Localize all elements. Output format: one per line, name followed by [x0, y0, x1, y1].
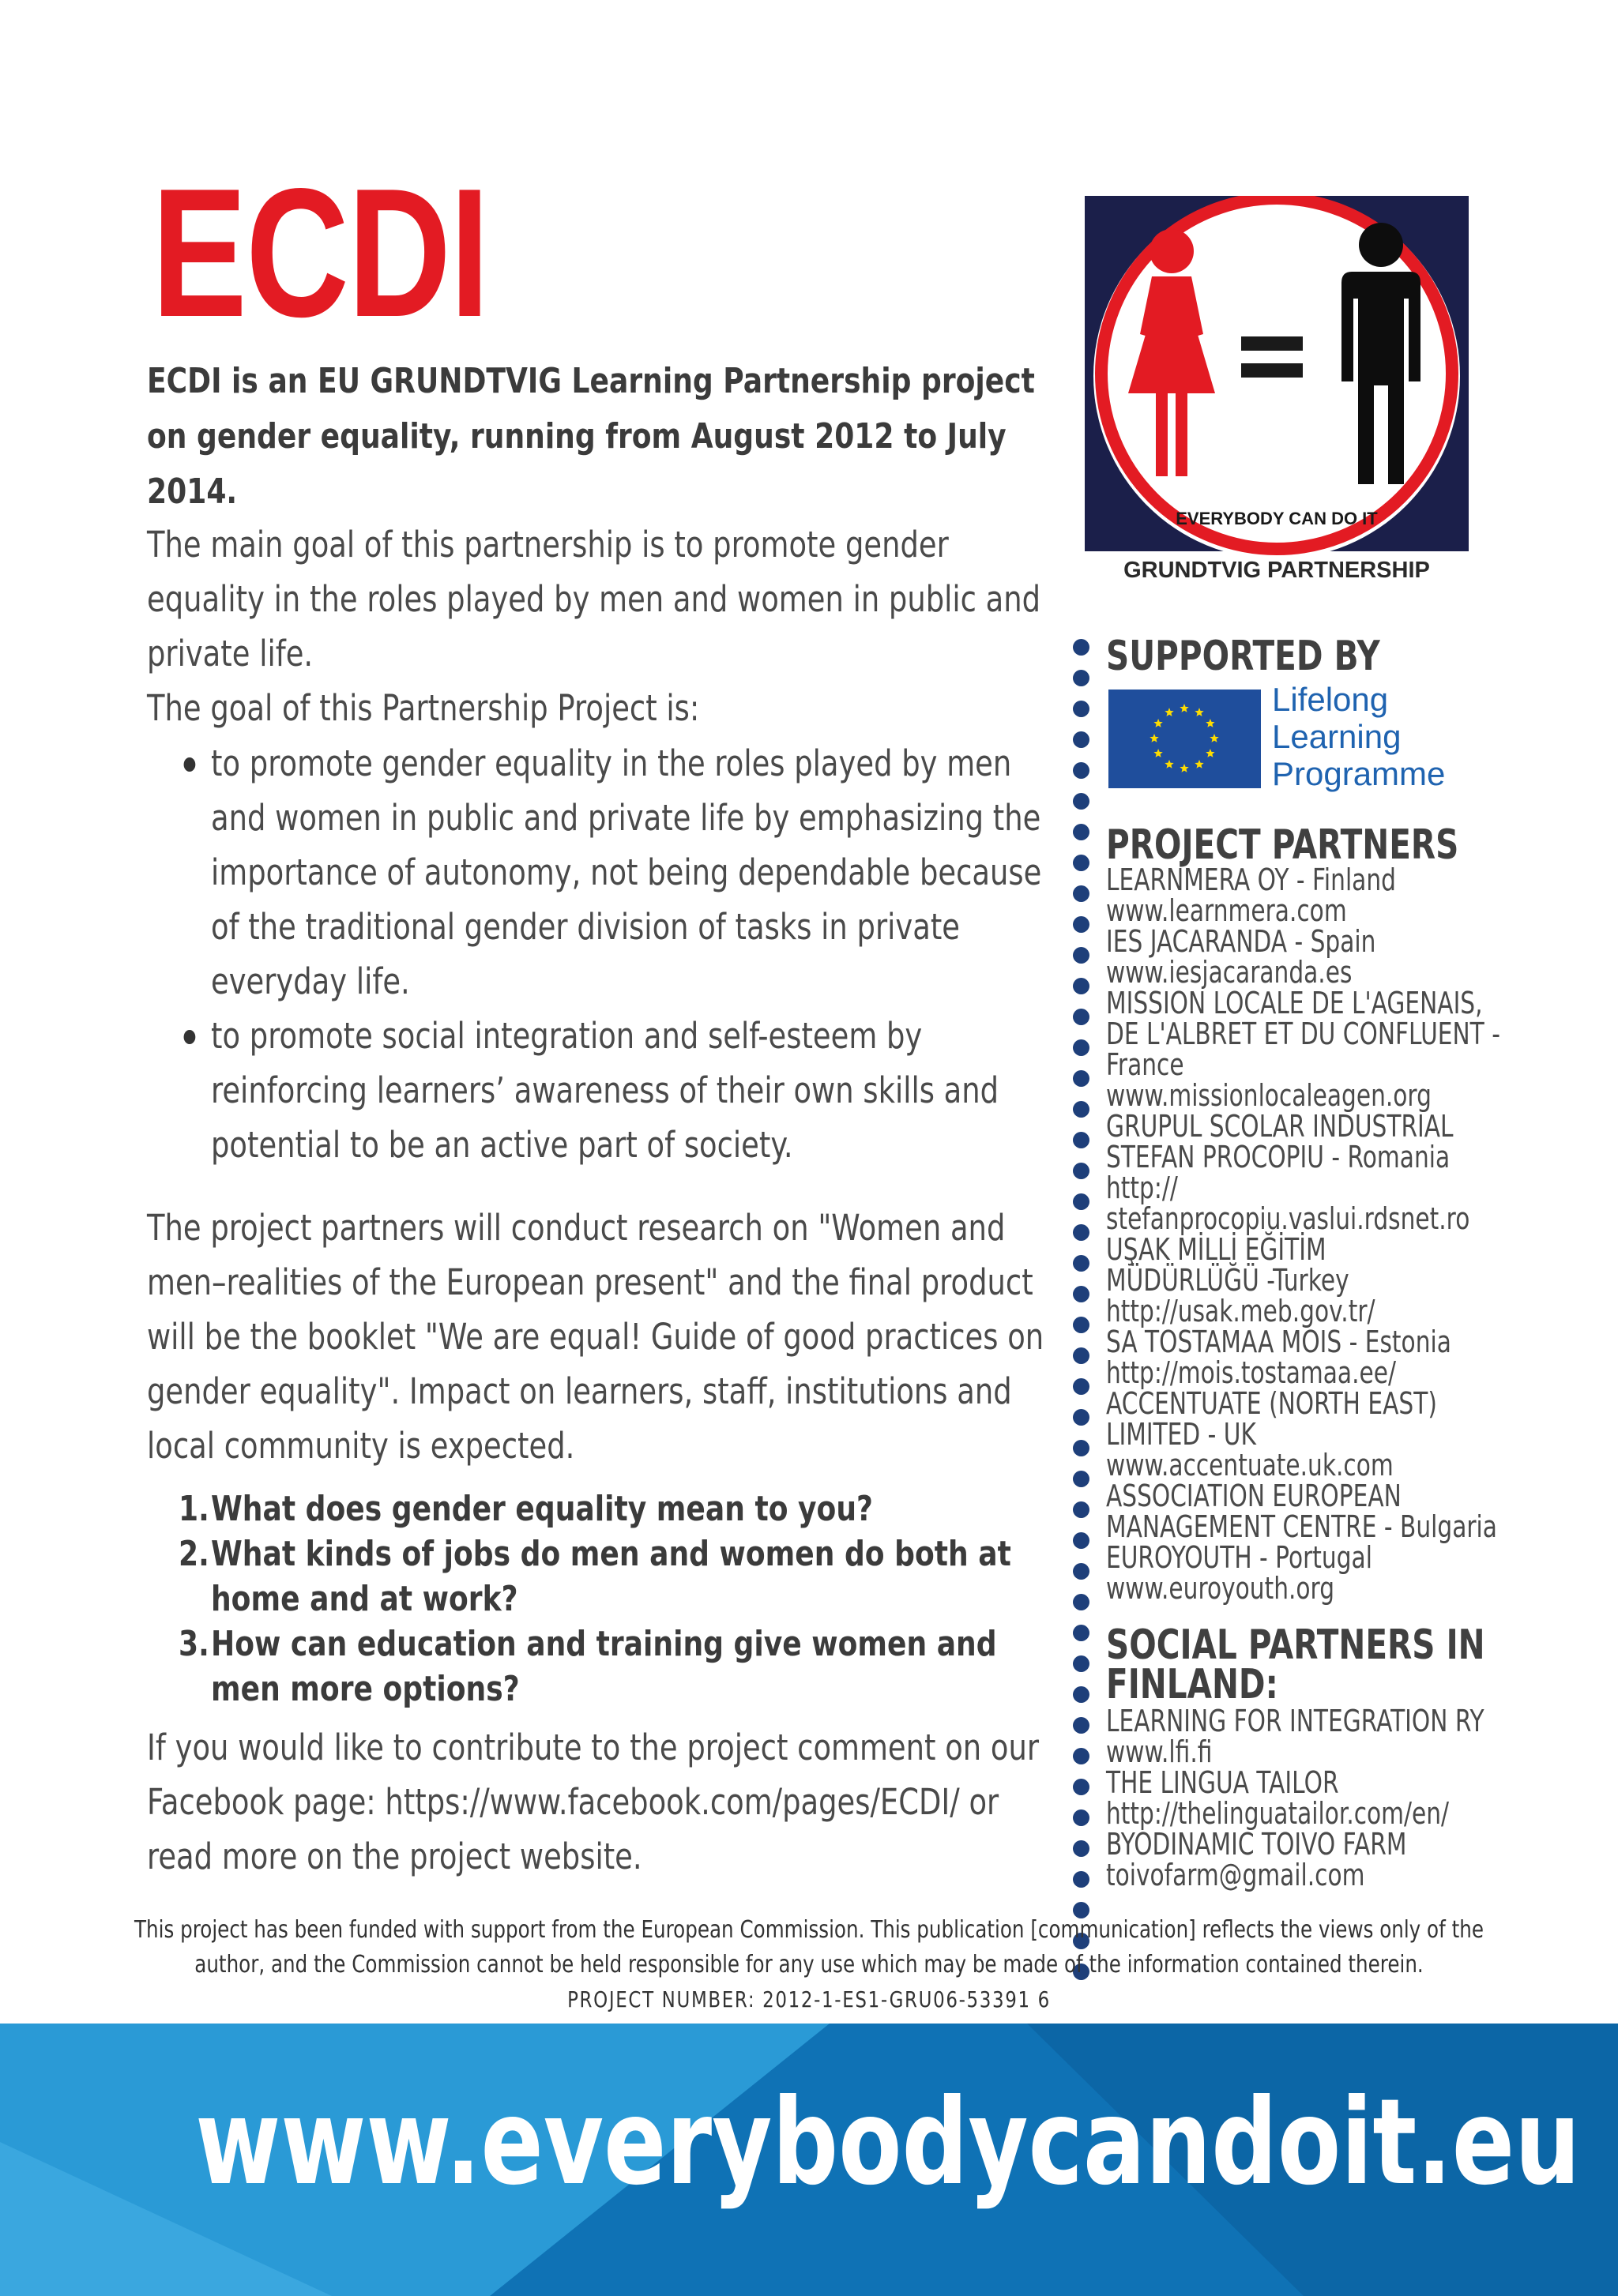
partner-line: GRUPUL SCOLAR INDUSTRIAL [1106, 1109, 1454, 1144]
bullet-dot [1073, 639, 1089, 656]
social-partner-list [1106, 1706, 1525, 1891]
bullet-dot [1073, 701, 1089, 717]
question-text: What kinds of jobs do men and women do both at home and at work? [211, 1534, 1011, 1619]
partner-line: www.iesjacaranda.es [1106, 955, 1353, 990]
goal-intro-text: The goal of this Partnership Project is: [147, 687, 700, 729]
bullet-dot [1073, 824, 1089, 840]
partner-line: BYODINAMIC TOIVO FARM [1106, 1827, 1407, 1862]
partner-line: stefanprocopiu.vaslui.rdsnet.ro [1106, 1201, 1470, 1236]
bullet-dot [1073, 1625, 1089, 1641]
partner-line: SA TOSTAMAA MOIS - Estonia [1106, 1325, 1451, 1359]
bullet-dot [1073, 1255, 1089, 1272]
partner-line: http:// [1106, 1171, 1178, 1205]
eu-flag-icon [1108, 690, 1261, 788]
bullet-dot [1073, 1224, 1089, 1241]
goals-list [179, 736, 1063, 1172]
bullet-dot [1073, 947, 1089, 964]
llp-line: Programme [1272, 755, 1446, 792]
question-number: 3. [179, 1624, 209, 1664]
partner-line: www.missionlocaleagen.org [1106, 1078, 1432, 1113]
bullet-dot [1073, 1840, 1089, 1857]
grundtvig-partnership-label: GRUNDTVIG PARTNERSHIP [1123, 558, 1430, 583]
partner-line: www.learnmera.com [1106, 893, 1347, 928]
bullet-dot [1073, 1532, 1089, 1549]
bullet-dot [1073, 1070, 1089, 1087]
llp-line: Learning [1272, 718, 1402, 755]
bullet-dot [1073, 1471, 1089, 1487]
project-number: PROJECT NUMBER: 2012-1-ES1-GRU06-53391 6 [567, 1986, 1051, 2012]
partner-line: France [1106, 1047, 1184, 1082]
partner-line: LEARNMERA OY - Finland [1106, 862, 1396, 897]
bullet-dot [1073, 1317, 1089, 1333]
bullet-dot [1073, 1594, 1089, 1610]
bullet-dot [1073, 1809, 1089, 1826]
partner-line: LIMITED - UK [1106, 1417, 1256, 1452]
heading-line: SOCIAL PARTNERS IN [1106, 1621, 1485, 1669]
project-partners-heading: PROJECT PARTNERS [1106, 821, 1459, 869]
llp-line: Lifelong [1272, 681, 1389, 718]
partner-line: ACCENTUATE (NORTH EAST) [1106, 1386, 1437, 1421]
bullet-dot [1073, 762, 1089, 779]
bullet-dot [1073, 793, 1089, 810]
partner-line: MANAGEMENT CENTRE - Bulgaria [1106, 1509, 1497, 1544]
question-text: What does gender equality mean to you? [211, 1489, 873, 1529]
supported-by-heading: SUPPORTED BY [1106, 633, 1380, 680]
bullet-dot [1073, 1717, 1089, 1734]
partner-line: IES JACARANDA - Spain [1106, 924, 1376, 959]
partner-line: http://thelinguatailor.com/en/ [1106, 1796, 1450, 1831]
bullet-dot [1073, 1132, 1089, 1148]
question-text: How can education and training give women and men more options? [211, 1624, 997, 1709]
questions-list [179, 1486, 1050, 1712]
partner-line: LEARNING FOR INTEGRATION RY [1106, 1704, 1484, 1738]
bullet-dot [1073, 670, 1089, 686]
bullet-dot [1073, 1779, 1089, 1795]
bullet-dot [1073, 1871, 1089, 1888]
partner-line: DE L'ALBRET ET DU CONFLUENT - [1106, 1016, 1500, 1051]
bullet-dot [1073, 978, 1089, 994]
project-partners-section [1106, 821, 1548, 1606]
social-partners-heading [1106, 1621, 1525, 1708]
partner-line: ASSOCIATION EUROPEAN [1106, 1479, 1402, 1513]
partner-line: UŞAK MİLLİ EĞİTİM [1106, 1232, 1326, 1267]
research-text: The project partners will conduct research on "Women and men–realities of the European present" and the final product will be the booklet "We are equal! Guide of good practices on gender equality". Impact on learners, staff, institutions and local community is expected. [147, 1207, 1044, 1467]
bullet-dot [1073, 1378, 1089, 1395]
bullet-dot [1073, 1440, 1089, 1456]
partner-line: THE LINGUA TAILOR [1106, 1765, 1339, 1800]
question-item [179, 1531, 1050, 1621]
intro-text: ECDI is an EU GRUNDTVIG Learning Partnership project on gender equality, running from August 2012 to July 2014. [147, 361, 1035, 512]
partner-line: www.accentuate.uk.com [1106, 1448, 1394, 1482]
logo-slogan: EVERYBODY CAN DO IT [1176, 509, 1378, 528]
supported-by-section [1106, 633, 1548, 680]
question-item [179, 1486, 1050, 1531]
bullet-dot [1073, 916, 1089, 933]
partner-line: http://usak.meb.gov.tr/ [1106, 1294, 1375, 1328]
bullet-dot [1073, 1009, 1089, 1025]
partner-line: MÜDÜRLÜĞÜ -Turkey [1106, 1263, 1349, 1298]
partner-line: toivofarm@gmail.com [1106, 1858, 1365, 1892]
partner-list [1106, 862, 1525, 1606]
bullet-dot [1073, 1409, 1089, 1426]
partner-line: MISSION LOCALE DE L'AGENAIS, [1106, 986, 1483, 1020]
bullet-dot [1073, 1039, 1089, 1056]
social-partners-section [1106, 1621, 1548, 1892]
bullet-dot [1073, 855, 1089, 871]
bullet-dot [1073, 885, 1089, 902]
gender-equality-logo [1085, 196, 1469, 575]
partner-line: www.euroyouth.org [1106, 1571, 1335, 1606]
partner-line: www.lfi.fi [1106, 1734, 1213, 1769]
partner-line: STEFAN PROCOPIU - Romania [1106, 1140, 1451, 1174]
partner-line: EUROYOUTH - Portugal [1106, 1540, 1372, 1575]
bullet-dot [1073, 1163, 1089, 1179]
heading-line: FINLAND: [1106, 1661, 1278, 1708]
contribute-text: If you would like to contribute to the project comment on our Facebook page: https://www.facebook.com/pages/ECDI/ or read more on the project website. [147, 1727, 1040, 1877]
website-url[interactable] [0, 2074, 1618, 2211]
main-goal-text: The main goal of this partnership is to promote gender equality in the roles played by men and women in public and private life. [147, 524, 1041, 675]
bullet-dot [1073, 1748, 1089, 1764]
bullet-dot [1073, 731, 1089, 748]
goal-item: to promote social integration and self-esteem by reinforcing learners’ awareness of their own skills and potential to be an active part of society. [179, 1009, 1063, 1172]
question-number: 2. [179, 1534, 209, 1574]
bullet-dot [1073, 1686, 1089, 1703]
llp-logo-text [1272, 681, 1445, 792]
bullet-dot [1073, 1563, 1089, 1580]
disclaimer-text: This project has been funded with support from the European Commission. This publication [communication] reflects the views only of the author, and the Commission cannot be held responsible for any use which may be made of the information contained therein. [134, 1916, 1484, 1978]
bullet-dot [1073, 1347, 1089, 1364]
question-number: 1. [179, 1489, 209, 1529]
goal-item: to promote gender equality in the roles played by men and women in public and private life by emphasizing the importance of autonomy, not being dependable because of the traditional gender division of tasks in private everyday life. [179, 736, 1063, 1009]
bullet-dot [1073, 1193, 1089, 1210]
question-item [179, 1621, 1050, 1712]
funding-disclaimer [95, 1913, 1523, 2017]
bullet-dot [1073, 1655, 1089, 1672]
page-title: ECDI [152, 151, 489, 355]
partner-line: http://mois.tostamaa.ee/ [1106, 1355, 1396, 1390]
bullet-dot [1073, 1286, 1089, 1302]
bullet-dot [1073, 1101, 1089, 1118]
website-url-text[interactable]: www.everybodycandoit.eu [195, 2074, 1581, 2211]
bullet-dot [1073, 1501, 1089, 1518]
